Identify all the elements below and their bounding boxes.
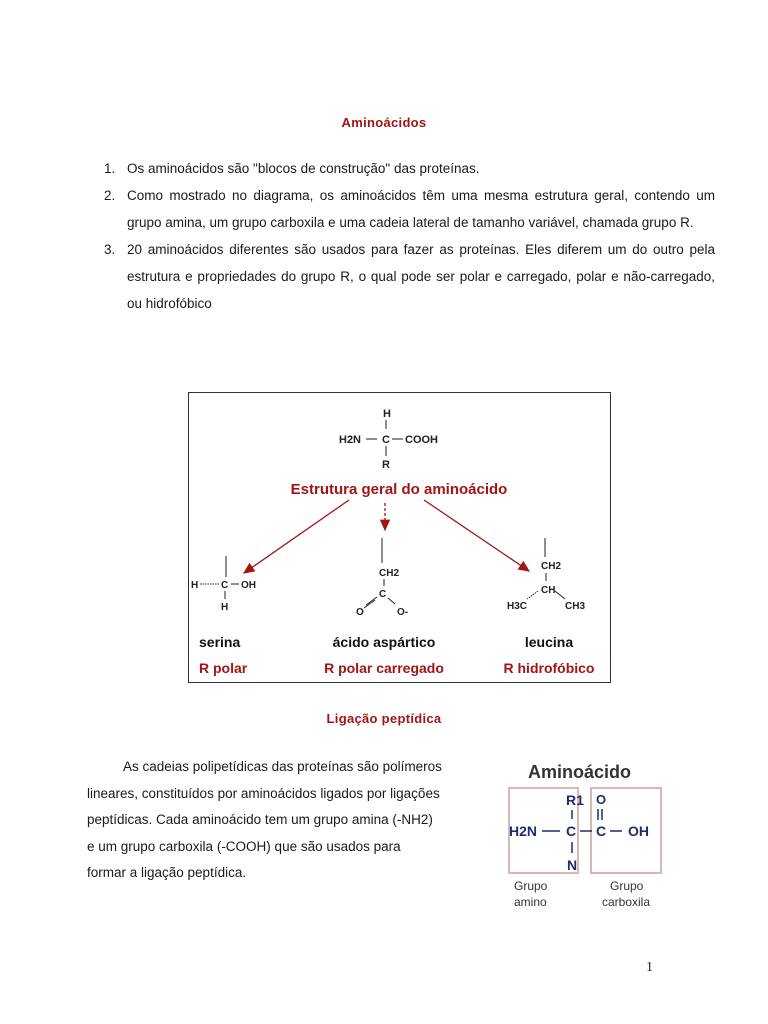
peptide-bond-paragraph: [87, 754, 487, 887]
formula-h-top: H: [383, 408, 391, 420]
serina-structure: [191, 556, 256, 613]
label-grupo-amino-2: amino: [514, 895, 547, 909]
formula-n: N: [567, 857, 578, 873]
leucina-structure: [507, 538, 585, 612]
arrow-to-serina: [244, 500, 349, 573]
paragraph-line: formar a ligação peptídica.: [87, 865, 247, 880]
serina-carbon: C: [221, 580, 229, 591]
list-item: 1. Os aminoácidos são "blocos de construção" das proteínas.: [104, 161, 480, 176]
formula-c1: C: [566, 823, 577, 839]
label-leucina: leucina: [524, 634, 574, 650]
paragraph-line: lineares, constituídos por aminoácidos ligados por ligações: [87, 785, 440, 801]
formula-c2: C: [596, 823, 607, 839]
formula-r1: R1: [566, 792, 584, 808]
leucina-h3c: H3C: [507, 601, 528, 612]
page-number: 1: [646, 960, 653, 975]
label-leucina-type: R hidrofóbico: [503, 660, 595, 676]
aminoacido-title: Aminoácido: [528, 762, 632, 782]
arrow-to-leucina: [424, 500, 529, 571]
label-aspartico-type: R polar carregado: [324, 660, 444, 676]
formula-h2n: H2N: [339, 434, 362, 446]
paragraph-line: e um grupo carboxila (-COOH) que são usados para: [87, 838, 401, 854]
label-grupo-carboxila-2: carboxila: [602, 895, 651, 909]
general-structure-caption: Estrutura geral do aminoácido: [290, 481, 508, 498]
leucina-ch3: CH3: [565, 601, 586, 612]
amino-acid-groups-diagram: [500, 755, 680, 920]
paragraph-line: As cadeias polipetídicas das proteínas são polímeros: [123, 759, 442, 774]
amino-acid-structure-diagram: [189, 393, 610, 682]
paragraph-line: peptídicas. Cada aminoácido tem um grupo amina (-NH2): [87, 812, 433, 827]
aspartico-carbon: C: [379, 589, 387, 600]
amino-acid-labels: [199, 634, 595, 676]
aspartico-o-right: O-: [397, 607, 409, 618]
formula-h2n: H2N: [509, 823, 538, 839]
formula-carbon: C: [382, 434, 390, 446]
general-formula: [339, 408, 438, 471]
group-labels: [514, 879, 650, 909]
section-title-aminoacidos: Aminoácidos: [341, 115, 427, 130]
label-aspartico: ácido aspártico: [332, 634, 436, 650]
aspartico-structure: [356, 538, 408, 618]
list-item: 3. 20 aminoácidos diferentes são usados para fazer as proteínas. Eles diferem um do outro pela estrutura e propriedades do grupo R, o qual pode ser polar e carregado, polar e não-carregado, ou hidrofóbico: [104, 242, 715, 311]
amino-acid-structure-figure: [188, 392, 611, 683]
formula-cooh: COOH: [405, 434, 438, 446]
label-grupo-carboxila-1: Grupo: [610, 879, 644, 893]
serina-h-bottom: H: [221, 602, 229, 613]
label-grupo-amino-1: Grupo: [514, 879, 548, 893]
list-item: 2. Como mostrado no diagrama, os aminoácidos têm uma mesma estrutura geral, contendo um grupo amina, um grupo carboxila e uma cadeia lateral de tamanho variável, chamada grupo R.: [104, 188, 715, 230]
section-title-ligacao-peptidica: Ligação peptídica: [326, 711, 442, 726]
formula-oh: OH: [628, 823, 649, 839]
leucina-ch: CH: [541, 585, 556, 596]
label-serina: serina: [199, 634, 241, 650]
serina-h-left: H: [191, 580, 199, 591]
aspartico-o-left: O: [356, 607, 364, 618]
label-serina-type: R polar: [199, 660, 248, 676]
formula-r: R: [382, 459, 390, 471]
formula-o-top: O: [596, 792, 607, 807]
leucina-ch2: CH2: [541, 561, 562, 572]
aspartico-ch2: CH2: [379, 568, 400, 579]
amino-acid-list: [100, 155, 715, 317]
serina-oh: OH: [241, 580, 256, 591]
